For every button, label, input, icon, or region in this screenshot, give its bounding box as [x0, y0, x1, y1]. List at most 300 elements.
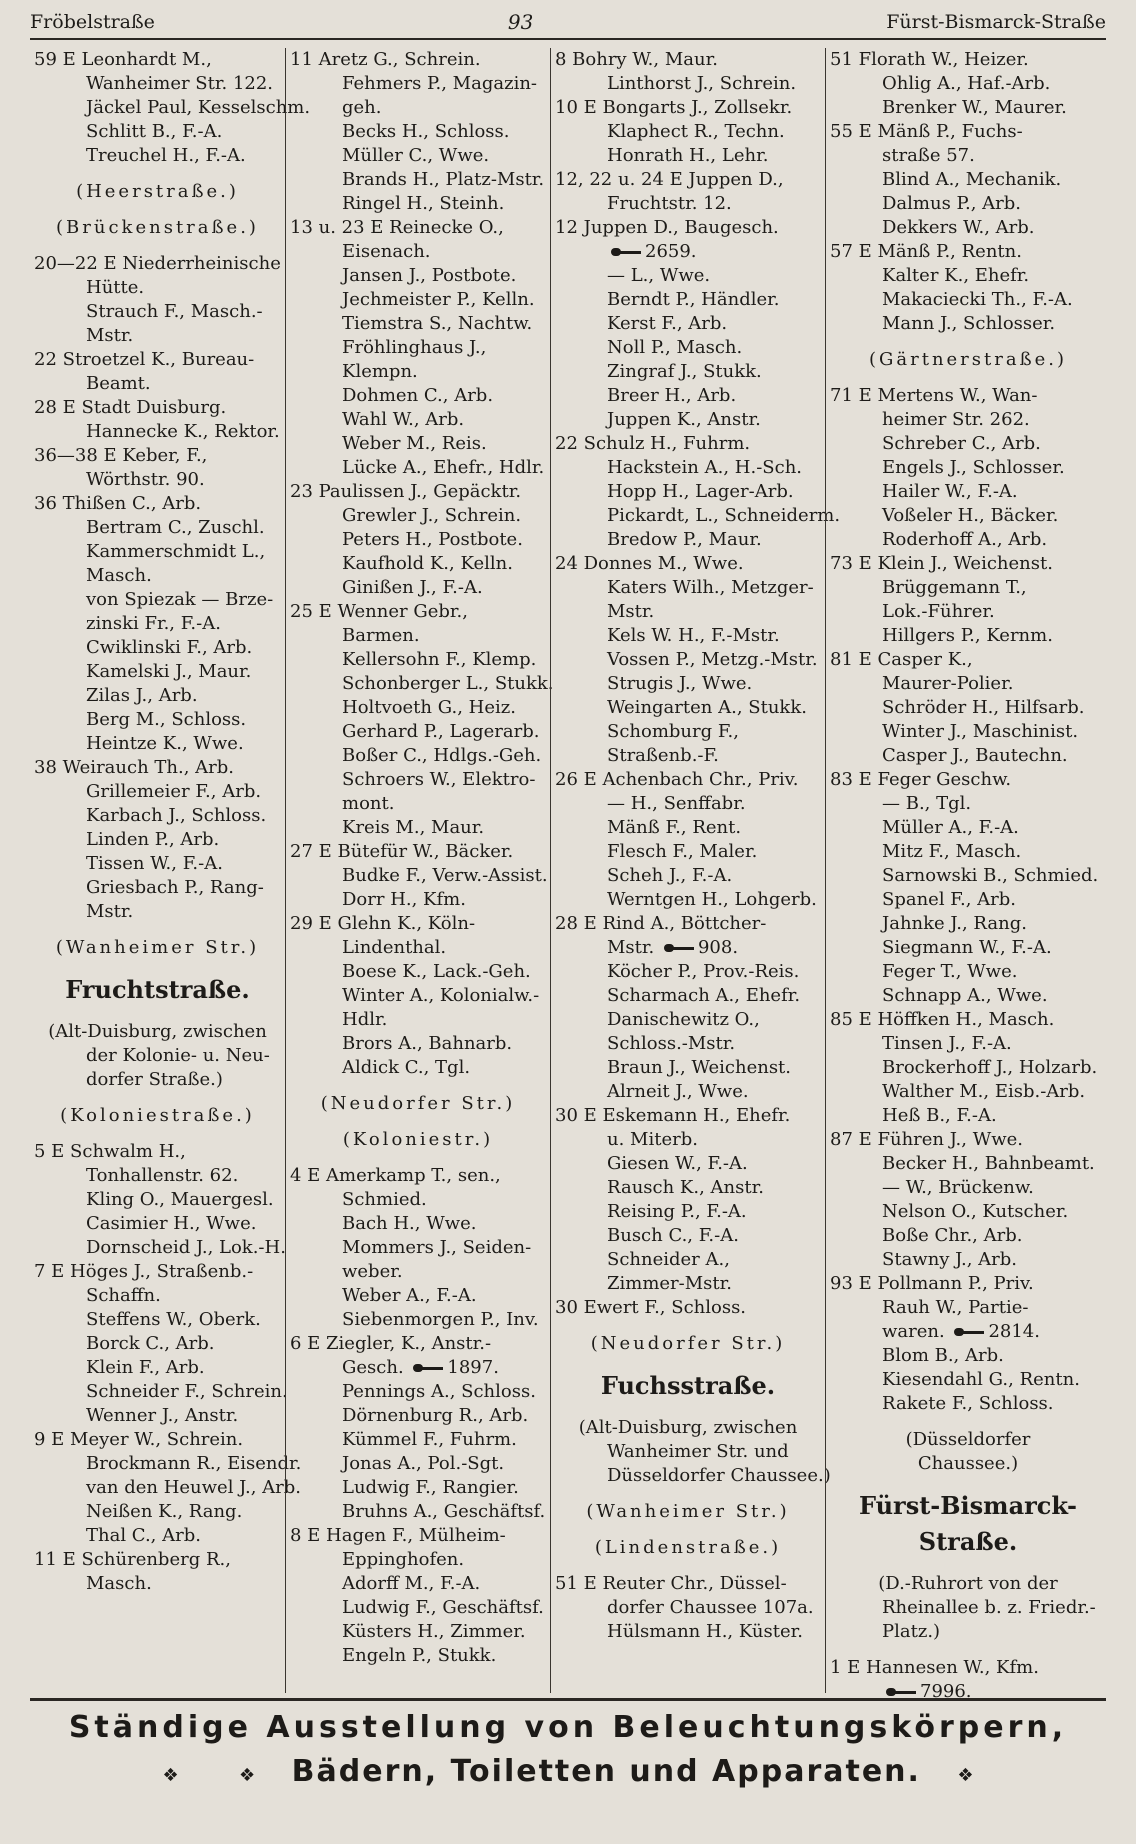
resident-entry: Kerst F., Arb. — [607, 313, 728, 334]
resident-entry: Brockerhoff J., Holzarb. — [882, 1057, 1098, 1078]
resident-entry: Flesch F., Maler. — [607, 841, 758, 862]
resident-entry: Ludwig F., Geschäftsf. — [342, 1597, 544, 1618]
resident-entry: Mann J., Schlosser. — [882, 313, 1056, 334]
resident-entry: Braun J., Weichenst. — [607, 1057, 792, 1078]
advertisement-text: Bädern, Toiletten und Apparaten. — [291, 1754, 921, 1789]
resident-entry: Lok.-Führer. — [882, 601, 995, 622]
house-entry: 71 E Mertens W., Wan- — [830, 385, 1038, 406]
blank-line — [290, 1080, 546, 1092]
resident-entry: Eppinghofen. — [342, 1549, 465, 1570]
ornament-right-icon: ❖ — [957, 1765, 974, 1786]
resident-entry: Griesbach P., Rang- — [86, 877, 264, 898]
advertisement-line-1: Ständige Ausstellung von Beleuchtungskörpern, — [68, 1710, 1068, 1745]
street-note: (Brückenstraße.) — [56, 217, 259, 238]
resident-entry: Kiesendahl G., Rentn. — [882, 1369, 1080, 1390]
house-entry: 11 E Schürenberg R., — [34, 1549, 231, 1570]
resident-entry: Kellersohn F., Klemp. — [342, 649, 537, 670]
house-entry: 30 E Eskemann H., Ehefr. — [555, 1105, 791, 1126]
resident-entry: Cwiklinski F., Arb. — [86, 637, 253, 658]
blank-line — [290, 1116, 546, 1128]
resident-entry: Werntgen H., Lohgerb. — [607, 889, 817, 910]
resident-entry: Masch. — [86, 1573, 152, 1594]
resident-entry: Gerhard P., Lagerarb. — [342, 721, 540, 742]
resident-entry: Scharmach A., Ehefr. — [607, 985, 801, 1006]
resident-entry: Jonas A., Pol.-Sgt. — [342, 1453, 505, 1474]
street-note: (Wanheimer Str.) — [586, 1501, 790, 1522]
resident-entry: mont. — [342, 793, 395, 814]
resident-entry: Kamelski J., Maur. — [86, 661, 252, 682]
resident-entry — [830, 1320, 1106, 1344]
resident-entry: Heß B., F.-A. — [882, 1105, 997, 1126]
street-note: (Alt-Duisburg, zwischen — [48, 1021, 267, 1042]
blank-line — [555, 1404, 821, 1416]
phone-number: 1897. — [447, 1357, 499, 1378]
blank-line — [555, 1560, 821, 1572]
phone-number: 2659. — [645, 241, 697, 262]
resident-entry: Wenner J., Anstr. — [86, 1405, 239, 1426]
resident-entry: Spanel F., Arb. — [882, 889, 1017, 910]
house-entry: 73 E Klein J., Weichenst. — [830, 553, 1053, 574]
resident-entry: Wanheimer Str. 122. — [86, 73, 274, 94]
resident-entry: Schröder H., Hilfsarb. — [882, 697, 1085, 718]
resident-entry: Lücke A., Ehefr., Hdlr. — [342, 457, 545, 478]
resident-entry: Honrath H., Lehr. — [607, 145, 769, 166]
resident-entry: Dorr H., Kfm. — [342, 889, 466, 910]
house-entry: 36—38 E Keber, F., — [34, 445, 208, 466]
house-entry: 24 Donnes M., Wwe. — [555, 553, 744, 574]
resident-entry: Dalmus P., Arb. — [882, 193, 1022, 214]
house-entry: 25 E Wenner Gebr., — [290, 601, 468, 622]
house-entry: 28 E Rind A., Böttcher- — [555, 913, 767, 934]
resident-entry: Berg M., Schloss. — [86, 709, 247, 730]
entry-text: Gesch. — [342, 1357, 410, 1378]
street-note: (Wanheimer Str.) — [55, 937, 260, 958]
resident-entry: Mitz F., Masch. — [882, 841, 1022, 862]
resident-entry: Strauch F., Masch.- — [86, 301, 263, 322]
resident-entry: Jäckel Paul, Kesselschm. — [86, 97, 311, 118]
resident-entry: Schonberger L., Stukk. — [342, 673, 554, 694]
house-entry: 38 Weirauch Th., Arb. — [34, 757, 235, 778]
resident-entry: Tinsen J., F.-A. — [882, 1033, 1012, 1054]
column-3 — [550, 48, 841, 1693]
blank-line — [34, 240, 281, 252]
resident-entry: Boßer C., Hdlgs.-Geh. — [342, 745, 542, 766]
resident-entry: Tonhallenstr. 62. — [86, 1165, 239, 1186]
resident-entry: Barmen. — [342, 625, 420, 646]
advertisement-line-2 — [30, 1754, 1106, 1789]
resident-entry: der Kolonie- u. Neu- — [86, 1045, 270, 1066]
ornament-left-icon: ❖ — [239, 1765, 256, 1786]
house-entry: 12, 22 u. 24 E Juppen D., — [555, 169, 784, 190]
column-1 — [30, 48, 311, 1693]
house-entry: 6 E Ziegler, K., Anstr.- — [290, 1333, 492, 1354]
resident-entry: Weber M., Reis. — [342, 433, 487, 454]
blank-line — [555, 1320, 821, 1332]
resident-entry: Bach H., Wwe. — [342, 1213, 477, 1234]
house-entry: 83 E Feger Geschw. — [830, 769, 1012, 790]
resident-entry: Heintze K., Wwe. — [86, 733, 244, 754]
house-entry: 10 E Bongarts J., Zollsekr. — [555, 97, 793, 118]
resident-entry: straße 57. — [882, 145, 975, 166]
resident-entry — [555, 936, 821, 960]
house-entry: 9 E Meyer W., Schrein. — [34, 1429, 244, 1450]
house-entry: 20—22 E Niederrheinische — [34, 253, 281, 274]
resident-entry — [290, 1356, 546, 1380]
resident-entry: Hailer W., F.-A. — [882, 481, 1018, 502]
resident-entry: Brüggemann T., — [882, 577, 1027, 598]
resident-entry: Kreis M., Maur. — [342, 817, 485, 838]
resident-entry: Aldick C., Tgl. — [342, 1057, 471, 1078]
resident-entry: Mstr. — [86, 901, 134, 922]
resident-entry: Müller A., F.-A. — [882, 817, 1019, 838]
house-entry: 7 E Höges J., Straßenb.- — [34, 1261, 254, 1282]
resident-entry: dorfer Straße.) — [86, 1069, 223, 1090]
resident-entry: Berndt P., Händler. — [607, 289, 780, 310]
blank-line — [830, 336, 1106, 348]
resident-entry: Dekkers W., Arb. — [882, 217, 1035, 238]
resident-entry: van den Heuwel J., Arb. — [86, 1477, 302, 1498]
resident-entry: Jechmeister P., Kelln. — [342, 289, 535, 310]
resident-entry — [555, 240, 821, 264]
resident-entry: Jahnke J., Rang. — [882, 913, 1027, 934]
blank-line — [830, 1416, 1106, 1428]
resident-entry: geh. — [342, 97, 382, 118]
resident-entry: Dohmen C., Arb. — [342, 385, 494, 406]
resident-entry: Köcher P., Prov.-Reis. — [607, 961, 800, 982]
resident-entry: Blind A., Mechanik. — [882, 169, 1062, 190]
resident-entry: Schreber C., Arb. — [882, 433, 1041, 454]
resident-entry: Holtvoeth G., Heiz. — [342, 697, 516, 718]
column-4 — [825, 48, 1110, 1702]
column-2 — [285, 48, 554, 1693]
resident-entry: Reising P., F.-A. — [607, 1201, 747, 1222]
resident-entry: Schomburg F., — [607, 721, 740, 742]
resident-entry: Budke F., Verw.-Assist. — [342, 865, 548, 886]
resident-entry: Schneider F., Schrein. — [86, 1381, 288, 1402]
street-heading: Fürst-Bismarck- — [858, 1491, 1077, 1520]
street-note: (Koloniestraße.) — [60, 1105, 255, 1126]
resident-entry: Wörthstr. 90. — [86, 469, 205, 490]
house-entry: 22 Stroetzel K., Bureau- — [34, 349, 255, 370]
street-heading: Fuchsstraße. — [600, 1371, 776, 1400]
house-entry: 5 E Schwalm H., — [34, 1141, 186, 1162]
resident-entry: Hackstein A., H.-Sch. — [607, 457, 803, 478]
house-entry: 11 Aretz G., Schrein. — [290, 49, 481, 70]
resident-entry: Ludwig F., Rangier. — [342, 1477, 519, 1498]
resident-entry: Alrneit J., Wwe. — [607, 1081, 749, 1102]
blank-line — [34, 924, 281, 936]
resident-entry: Kümmel F., Fuhrm. — [342, 1429, 517, 1450]
resident-entry: Grewler J., Schrein. — [342, 505, 522, 526]
resident-entry: Scheh J., F.-A. — [607, 865, 733, 886]
resident-entry: Vossen P., Metzg.-Mstr. — [607, 649, 818, 670]
house-entry: 27 E Bütefür W., Bäcker. — [290, 841, 514, 862]
resident-entry: Kaufhold K., Kelln. — [342, 553, 513, 574]
resident-entry: u. Miterb. — [607, 1129, 698, 1150]
blank-line — [830, 1644, 1106, 1656]
resident-entry: von Spiezak — Brze- — [86, 589, 274, 610]
resident-entry: Wahl W., Arb. — [342, 409, 465, 430]
resident-entry: Bruhns A., Geschäftsf. — [342, 1501, 546, 1522]
resident-entry: Weingarten A., Stukk. — [607, 697, 807, 718]
resident-entry: Wanheimer Str. und — [607, 1441, 789, 1462]
resident-entry: Mstr. — [607, 601, 655, 622]
resident-entry: Neißen K., Rang. — [86, 1501, 243, 1522]
house-entry: 12 Juppen D., Baugesch. — [555, 217, 779, 238]
resident-entry: Klaphect R., Techn. — [607, 121, 785, 142]
resident-entry: Kling O., Mauergesl. — [86, 1189, 274, 1210]
telephone-key-icon — [886, 1687, 916, 1697]
phone-number: 7996. — [920, 1681, 972, 1702]
resident-entry: Ohlig A., Haf.-Arb. — [882, 73, 1051, 94]
blank-line — [34, 960, 281, 972]
resident-entry: Steffens W., Oberk. — [86, 1309, 261, 1330]
resident-entry: Klein F., Arb. — [86, 1357, 205, 1378]
blank-line — [555, 1488, 821, 1500]
resident-entry: Müller C., Wwe. — [342, 145, 490, 166]
house-entry: 8 E Hagen F., Mülheim- — [290, 1525, 506, 1546]
resident-entry: Siegmann W., F.-A. — [882, 937, 1052, 958]
resident-entry: Boße Chr., Arb. — [882, 1225, 1023, 1246]
blank-line — [830, 1476, 1106, 1488]
header-right-street: Fürst-Bismarck-Straße — [886, 11, 1106, 33]
header-left-street: Fröbelstraße — [30, 11, 155, 33]
page-header — [30, 8, 1106, 36]
resident-entry: Eisenach. — [342, 241, 431, 262]
house-entry: 59 E Leonhardt M., — [34, 49, 212, 70]
resident-entry: Dornscheid J., Lok.-H. — [86, 1237, 286, 1258]
resident-entry: Zilas J., Arb. — [86, 685, 198, 706]
street-heading: Fruchtstraße. — [65, 975, 250, 1004]
resident-entry: Peters H., Postbote. — [342, 529, 523, 550]
resident-entry: Ginißen J., F.-A. — [342, 577, 483, 598]
street-note: (Alt-Duisburg, zwischen — [578, 1417, 798, 1438]
resident-entry: Tiemstra S., Nachtw. — [342, 313, 533, 334]
footer-rule — [30, 1698, 1106, 1701]
resident-entry: Lindenthal. — [342, 937, 447, 958]
resident-entry: Noll P., Masch. — [607, 337, 743, 358]
resident-entry: Casimier H., Wwe. — [86, 1213, 257, 1234]
house-entry: 4 E Amerkamp T., sen., — [290, 1165, 501, 1186]
house-entry: 85 E Höffken H., Masch. — [830, 1009, 1055, 1030]
resident-entry: Blom B., Arb. — [882, 1345, 1004, 1366]
resident-entry: Mstr. — [86, 325, 134, 346]
resident-entry: Strugis J., Wwe. — [607, 673, 753, 694]
resident-entry: Walther M., Eisb.-Arb. — [882, 1081, 1086, 1102]
resident-entry: Giesen W., F.-A. — [607, 1153, 748, 1174]
resident-entry: Busch C., F.-A. — [607, 1225, 739, 1246]
street-note: (Heerstraße.) — [76, 181, 239, 202]
street-note: (Düsseldorfer — [905, 1429, 1031, 1450]
resident-entry: Bredow P., Maur. — [607, 529, 762, 550]
blank-line — [34, 204, 281, 216]
house-entry: 81 E Casper K., — [830, 649, 973, 670]
telephone-key-icon — [954, 1327, 984, 1337]
phone-number: 908. — [697, 937, 739, 958]
resident-entry: Borck C., Arb. — [86, 1333, 215, 1354]
resident-entry: Linden P., Arb. — [86, 829, 220, 850]
resident-entry: Katers Wilh., Metzger- — [607, 577, 814, 598]
house-entry: 30 Ewert F., Schloss. — [555, 1297, 747, 1318]
resident-entry: — W., Brückenw. — [882, 1177, 1034, 1198]
resident-entry: Brors A., Bahnarb. — [342, 1033, 513, 1054]
resident-entry: Winter A., Kolonialw.- — [342, 985, 540, 1006]
resident-entry: Rauh W., Partie- — [882, 1297, 1029, 1318]
resident-entry: Brands H., Platz-Mstr. — [342, 169, 545, 190]
street-note: (Gärtnerstraße.) — [868, 349, 1068, 370]
resident-entry: weber. — [342, 1261, 403, 1282]
house-entry: 1 E Hannesen W., Kfm. — [830, 1657, 1039, 1678]
resident-entry: Thal C., Arb. — [86, 1525, 201, 1546]
resident-entry: Hannecke K., Rektor. — [86, 421, 280, 442]
resident-entry: Sarnowski B., Schmied. — [882, 865, 1099, 886]
resident-entry: Siebenmorgen P., Inv. — [342, 1309, 539, 1330]
resident-entry: Tissen W., F.-A. — [86, 853, 223, 874]
resident-entry: Rausch K., Anstr. — [607, 1177, 764, 1198]
resident-entry: Schneider A., — [607, 1249, 730, 1270]
phone-number: 2814. — [988, 1321, 1040, 1342]
resident-entry: Schnapp A., Wwe. — [882, 985, 1048, 1006]
resident-entry: Grillemeier F., Arb. — [86, 781, 262, 802]
resident-entry: — H., Senffabr. — [607, 793, 746, 814]
resident-entry: Rakete F., Schloss. — [882, 1393, 1054, 1414]
resident-entry: Nelson O., Kutscher. — [882, 1201, 1069, 1222]
resident-entry: Fehmers P., Magazin- — [342, 73, 537, 94]
resident-entry: Makaciecki Th., F.-A. — [882, 289, 1073, 310]
resident-entry: Treuchel H., F.-A. — [86, 145, 246, 166]
resident-entry: Mänß F., Rent. — [607, 817, 742, 838]
resident-entry: Hülsmann H., Küster. — [607, 1621, 803, 1642]
blank-line — [34, 1008, 281, 1020]
resident-entry: Zimmer-Mstr. — [607, 1273, 732, 1294]
resident-entry: Dörnenburg R., Arb. — [342, 1405, 529, 1426]
resident-entry: Bertram C., Zuschl. — [86, 517, 265, 538]
resident-entry: — B., Tgl. — [882, 793, 972, 814]
street-note: (Neudorfer Str.) — [320, 1093, 516, 1114]
resident-entry: Schroers W., Elektro- — [342, 769, 536, 790]
resident-entry: Becks H., Schloss. — [342, 121, 510, 142]
telephone-key-icon — [664, 943, 694, 953]
directory-columns — [30, 48, 1110, 1702]
resident-entry: Düsseldorfer Chaussee.) — [607, 1465, 831, 1486]
house-entry: 22 Schulz H., Fuhrm. — [555, 433, 751, 454]
resident-entry: Masch. — [86, 565, 152, 586]
resident-entry: Kels W. H., F.-Mstr. — [607, 625, 780, 646]
resident-entry: Hütte. — [86, 277, 145, 298]
resident-entry: Breer H., Arb. — [607, 385, 737, 406]
header-rule — [30, 38, 1106, 40]
resident-entry: Adorff M., F.-A. — [342, 1573, 481, 1594]
house-entry: 51 Florath W., Heizer. — [830, 49, 1029, 70]
house-entry: 23 Paulissen J., Gepäcktr. — [290, 481, 522, 502]
street-note: (Koloniestr.) — [342, 1129, 494, 1150]
resident-entry: Schmied. — [342, 1189, 427, 1210]
street-note: (Lindenstraße.) — [594, 1537, 782, 1558]
resident-entry: Küsters H., Zimmer. — [342, 1621, 526, 1642]
entry-text: waren. — [882, 1321, 951, 1342]
telephone-key-icon — [413, 1363, 443, 1373]
entry-text: Mstr. — [607, 937, 660, 958]
resident-entry: Hdlr. — [342, 1009, 388, 1030]
resident-entry: dorfer Chaussee 107a. — [607, 1597, 814, 1618]
resident-entry: Linthorst J., Schrein. — [607, 73, 797, 94]
resident-entry: Schaffn. — [86, 1285, 161, 1306]
resident-entry: Straßenb.-F. — [607, 745, 719, 766]
resident-entry: Brockmann R., Eisendr. — [86, 1453, 302, 1474]
house-entry: 26 E Achenbach Chr., Priv. — [555, 769, 799, 790]
house-entry: 8 Bohry W., Maur. — [555, 49, 718, 70]
blank-line — [555, 1356, 821, 1368]
resident-entry: Maurer-Polier. — [882, 673, 1014, 694]
house-entry: 93 E Pollmann P., Priv. — [830, 1273, 1034, 1294]
resident-entry: Feger T., Wwe. — [882, 961, 1018, 982]
resident-entry: Danischewitz O., — [607, 1009, 760, 1030]
resident-entry: Kalter K., Ehefr. — [882, 265, 1030, 286]
house-entry: 87 E Führen J., Wwe. — [830, 1129, 1023, 1150]
house-entry: 36 Thißen C., Arb. — [34, 493, 202, 514]
resident-entry: Klempn. — [342, 361, 418, 382]
resident-entry: Hillgers P., Kernm. — [882, 625, 1053, 646]
house-entry: 28 E Stadt Duisburg. — [34, 397, 227, 418]
blank-line — [34, 1128, 281, 1140]
resident-entry: Engels J., Schlosser. — [882, 457, 1065, 478]
resident-entry: Stawny J., Arb. — [882, 1249, 1018, 1270]
resident-entry: Roderhoff A., Arb. — [882, 529, 1048, 550]
blank-line — [34, 168, 281, 180]
resident-entry: heimer Str. 262. — [882, 409, 1030, 430]
resident-entry: — L., Wwe. — [607, 265, 711, 286]
resident-entry: Brenker W., Maurer. — [882, 97, 1067, 118]
blank-line — [290, 1152, 546, 1164]
resident-entry: Karbach J., Schloss. — [86, 805, 267, 826]
resident-entry: Voßeler H., Bäcker. — [882, 505, 1059, 526]
house-entry: 57 E Mänß P., Rentn. — [830, 241, 1022, 262]
resident-entry: Hopp H., Lager-Arb. — [607, 481, 794, 502]
street-note: (Neudorfer Str.) — [590, 1333, 786, 1354]
resident-entry: Zingraf J., Stukk. — [607, 361, 762, 382]
resident-entry: zinski Fr., F.-A. — [86, 613, 221, 634]
house-entry: 55 E Mänß P., Fuchs- — [830, 121, 1023, 142]
resident-entry: Winter J., Maschinist. — [882, 721, 1079, 742]
resident-entry: Schloss.-Mstr. — [607, 1033, 736, 1054]
resident-entry: Beamt. — [86, 373, 151, 394]
street-note: (D.-Ruhrort von der — [878, 1573, 1058, 1594]
resident-entry: Boese K., Lack.-Geh. — [342, 961, 531, 982]
house-entry: 29 E Glehn K., Köln- — [290, 913, 476, 934]
street-heading: Straße. — [918, 1527, 1018, 1556]
page-number: 93 — [507, 10, 534, 34]
blank-line — [34, 1092, 281, 1104]
blank-line — [830, 372, 1106, 384]
resident-entry: Casper J., Bautechn. — [882, 745, 1068, 766]
resident-entry: Fröhlinghaus J., — [342, 337, 487, 358]
telephone-key-icon — [611, 247, 641, 257]
resident-entry: Rheinallee b. z. Friedr.- — [882, 1597, 1096, 1618]
resident-entry: Mommers J., Seiden- — [342, 1237, 532, 1258]
resident-entry: Engeln P., Stukk. — [342, 1645, 497, 1666]
ornament-left-icon: ❖ — [162, 1765, 179, 1786]
blank-line — [830, 1560, 1106, 1572]
street-note: Chaussee.) — [917, 1453, 1019, 1474]
resident-entry: Fruchtstr. 12. — [607, 193, 732, 214]
resident-entry: Pennings A., Schloss. — [342, 1381, 536, 1402]
resident-entry: Juppen K., Anstr. — [607, 409, 761, 430]
resident-entry: Kammerschmidt L., — [86, 541, 266, 562]
resident-entry: Platz.) — [882, 1621, 941, 1642]
house-entry: 13 u. 23 E Reinecke O., — [290, 217, 504, 238]
resident-entry: Becker H., Bahnbeamt. — [882, 1153, 1095, 1174]
resident-entry: Ringel H., Steinh. — [342, 193, 505, 214]
